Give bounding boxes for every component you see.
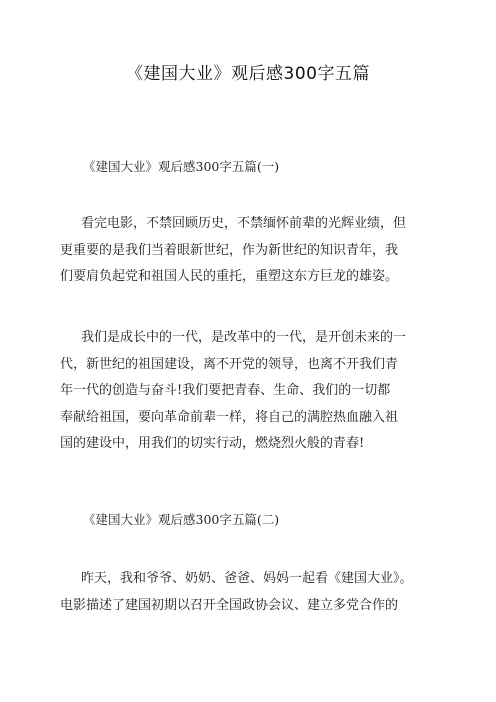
paragraph-line: 昨天，我和爷爷、奶奶、爸爸、妈妈一起看《建国大业》。	[81, 571, 413, 586]
section-heading-2: 《建国大业》观后感300字五篇(二)	[83, 512, 280, 527]
paragraph-line: 我们是成长中的一代，是改革中的一代，是开创未来的一	[81, 330, 407, 345]
paragraph-line: 国的建设中，用我们的切实行动，燃烧烈火般的青春!	[60, 436, 365, 451]
section-heading-1: 《建国大业》观后感300字五篇(一)	[83, 159, 280, 174]
paragraph-line: 们要肩负起党和祖国人民的重托，重塑这东方巨龙的雄姿。	[60, 269, 399, 284]
paragraph-line: 更重要的是我们当着眼新世纪，作为新世纪的知识青年，我	[60, 242, 399, 258]
paragraph-line: 年一代的创造与奋斗!我们要把青春、生命、我们的一切都	[60, 383, 391, 398]
paragraph-line: 代，新世纪的祖国建设，离不开党的领导，也离不开我们青	[60, 356, 399, 372]
document-title: 《建国大业》观后感300字五篇	[126, 64, 370, 84]
paragraph-1	[60, 211, 438, 291]
paragraph-line: 电影描述了建国初期以召开全国政协会议、建立多党合作的	[60, 597, 399, 613]
paragraph-2	[60, 325, 438, 458]
paragraph-line: 奉献给祖国，要向革命前辈一样，将自己的满腔热血融入祖	[60, 409, 399, 425]
paragraph-line: 看完电影，不禁回顾历史，不禁缅怀前辈的光辉业绩，但	[81, 216, 407, 231]
paragraph-3	[60, 566, 438, 619]
